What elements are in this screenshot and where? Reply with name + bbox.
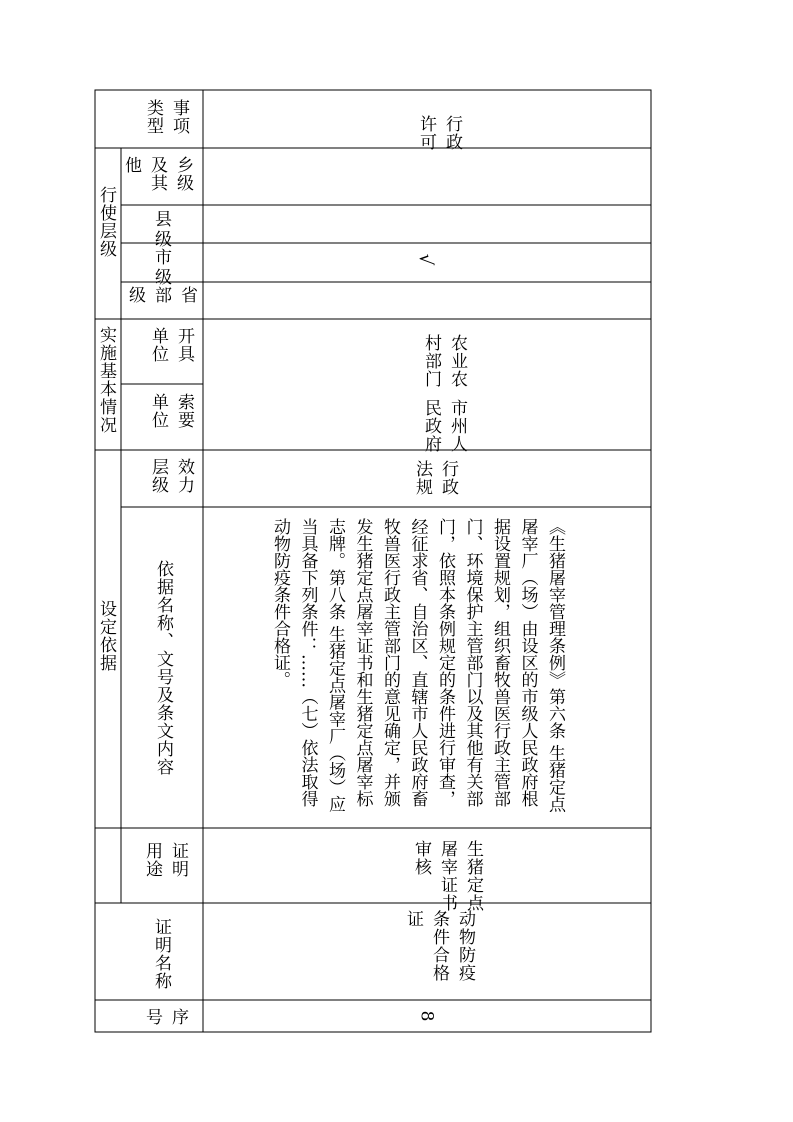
header-basis-group: 设定依据 xyxy=(96,600,116,672)
header-city: 市级 xyxy=(151,248,171,288)
cell-seq: 8 xyxy=(416,1010,437,1022)
header-cert-use: 证明用途 xyxy=(142,842,188,878)
header-level-group: 行使层级 xyxy=(96,186,116,258)
header-issue-unit: 开具单位 xyxy=(148,327,194,363)
header-county: 县级 xyxy=(151,210,171,250)
header-effect-level: 效力层级 xyxy=(148,458,194,494)
cell-cert-name: 动物防疫条件合格证 xyxy=(403,910,475,982)
header-province: 省部级 xyxy=(125,286,197,304)
header-item-type: 事项类型 xyxy=(143,99,189,135)
header-req-unit: 索要单位 xyxy=(148,393,194,429)
cell-cert-use: 生猪定点屠宰证书审核 xyxy=(411,840,483,912)
cell-req-unit: 市州人民政府 xyxy=(421,399,467,453)
cell-issue-unit: 农业农村部门 xyxy=(421,334,467,388)
cell-basis-content: 《生猪屠宰管理条例》第六条 生猪定点屠宰厂（场）由设区的市级人民政府根据设置规划，组织畜牧兽医行政主管部门、环境保护主管部门以及其他有关部门，依照本条例规定的条件进行审查，经征求省、自治区、直辖市人民政府畜牧兽医行政主管部门的意见确定，并颁发生猪定点屠宰证书和生猪定点屠宰标志牌。第八条 生猪定点屠宰厂（场）应当具备下列条件：……（七）依法取得动物防疫条件合格证。 xyxy=(270,518,565,813)
header-seq: 序号 xyxy=(142,1008,188,1026)
header-cert-name: 证明名称 xyxy=(151,918,171,990)
city-check-mark: √ xyxy=(415,253,437,266)
header-impl-group: 实施基本情况 xyxy=(96,326,116,434)
cell-item-type: 行政许可 xyxy=(416,115,462,151)
header-township: 乡级及其他 xyxy=(121,156,193,192)
cell-effect-level: 行政法规 xyxy=(412,460,458,496)
header-basis-content: 依据名称、文号及条文内容 xyxy=(153,560,173,776)
